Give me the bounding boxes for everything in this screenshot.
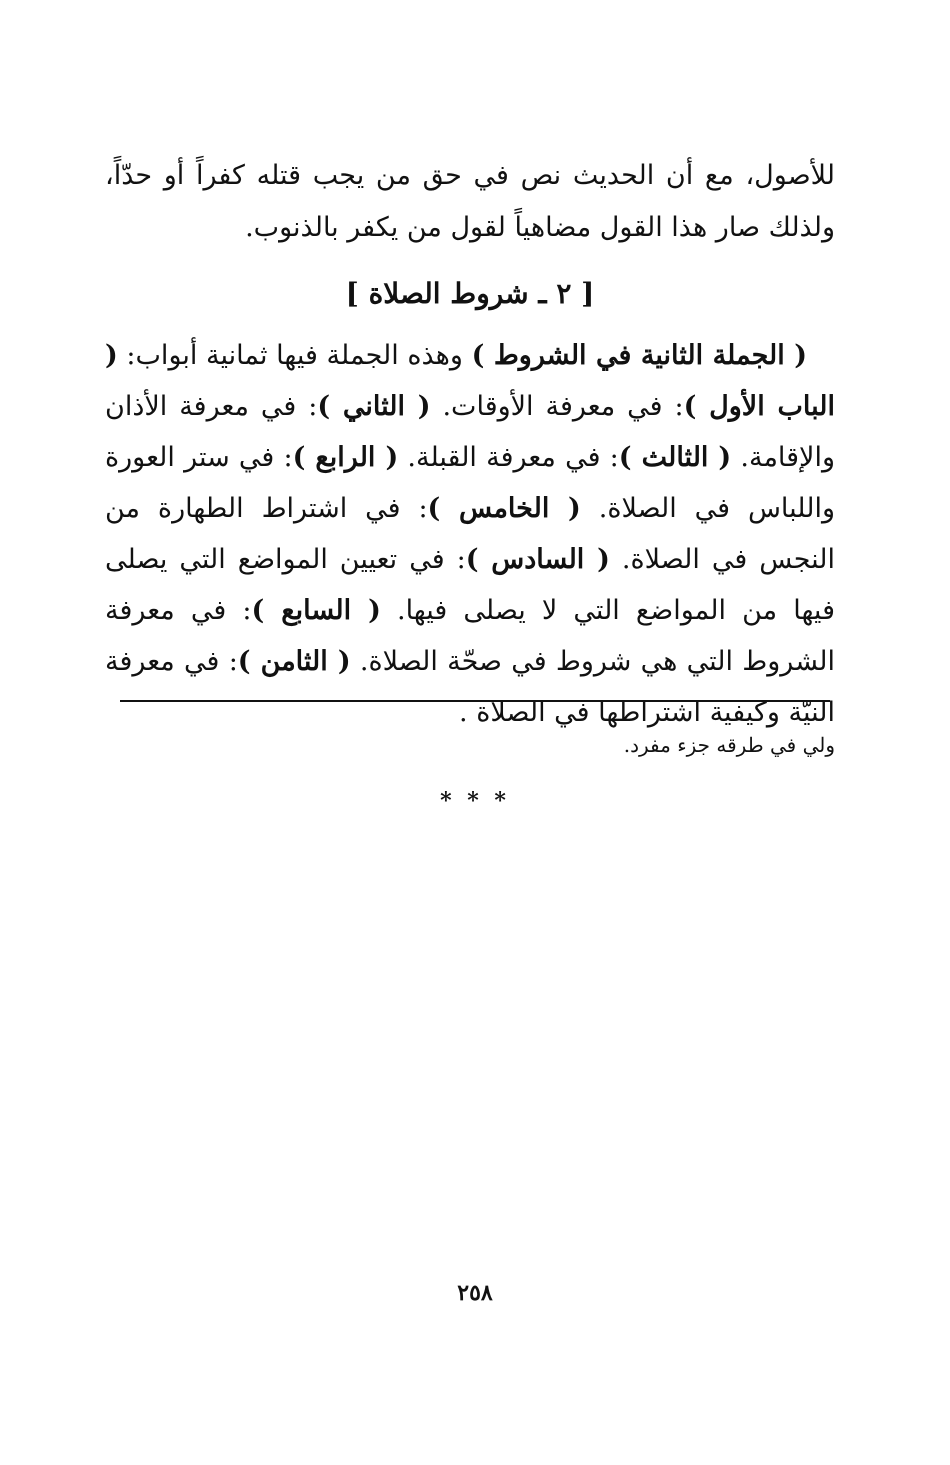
chapter-text-fourth: : في ستر العورة واللباس في الصلاة. [105, 442, 835, 524]
chapter-label-sentence: ( الجملة الثانية في الشروط ) [471, 340, 808, 371]
section-separator: * * * [440, 788, 510, 814]
chapter-label-second: ( الثاني ) [317, 391, 431, 422]
chapter-text-second: : في معرفة الأذان والإقامة. [105, 391, 835, 473]
chapter-label-sixth: ( السادس ) [465, 544, 610, 575]
chapter-text-seventh: : في معرفة الشروط التي هي شروط في صحّة الصلاة. [105, 595, 836, 677]
main-paragraph [105, 330, 835, 738]
chapter-text-third: : في معرفة القبلة. [398, 442, 619, 473]
page-number: ٢٥٨ [457, 1280, 493, 1306]
chapter-label-eighth: ( الثامن ) [237, 646, 351, 677]
chapter-text-fifth: : في اشتراط الطهارة من النجس في الصلاة. [105, 493, 836, 575]
chapter-label-fourth: ( الرابع ) [292, 442, 399, 473]
chapter-text-sixth: : في تعيين المواضع التي يصلى فيها من المواضع التي لا يصلى فيها. [105, 544, 835, 626]
chapter-label-first: ( الباب الأول ) [105, 340, 835, 422]
chapter-text-sentence: وهذه الجملة فيها ثمانية أبواب: [117, 340, 472, 371]
chapter-label-fifth: ( الخامس ) [427, 493, 581, 524]
chapter-label-seventh: ( السابع ) [251, 595, 381, 626]
section-heading: [ ٢ ـ شروط الصلاة ] [345, 277, 595, 310]
footnote-divider [120, 700, 830, 702]
chapter-label-third: ( الثالث ) [618, 442, 732, 473]
chapter-text-eighth: : في معرفة النيّة وكيفية اشتراطها في الصلاة . [105, 646, 835, 728]
chapter-text-first: : في معرفة الأوقات. [430, 391, 684, 422]
intro-paragraph: للأصول، مع أن الحديث نص في حق من يجب قتله كفراً أو حدّاً، ولذلك صار هذا القول مضاهياً لقول من يكفر بالذنوب. [105, 160, 835, 243]
footnote-text: ولي في طرقه جزء مفرد. [623, 733, 835, 757]
